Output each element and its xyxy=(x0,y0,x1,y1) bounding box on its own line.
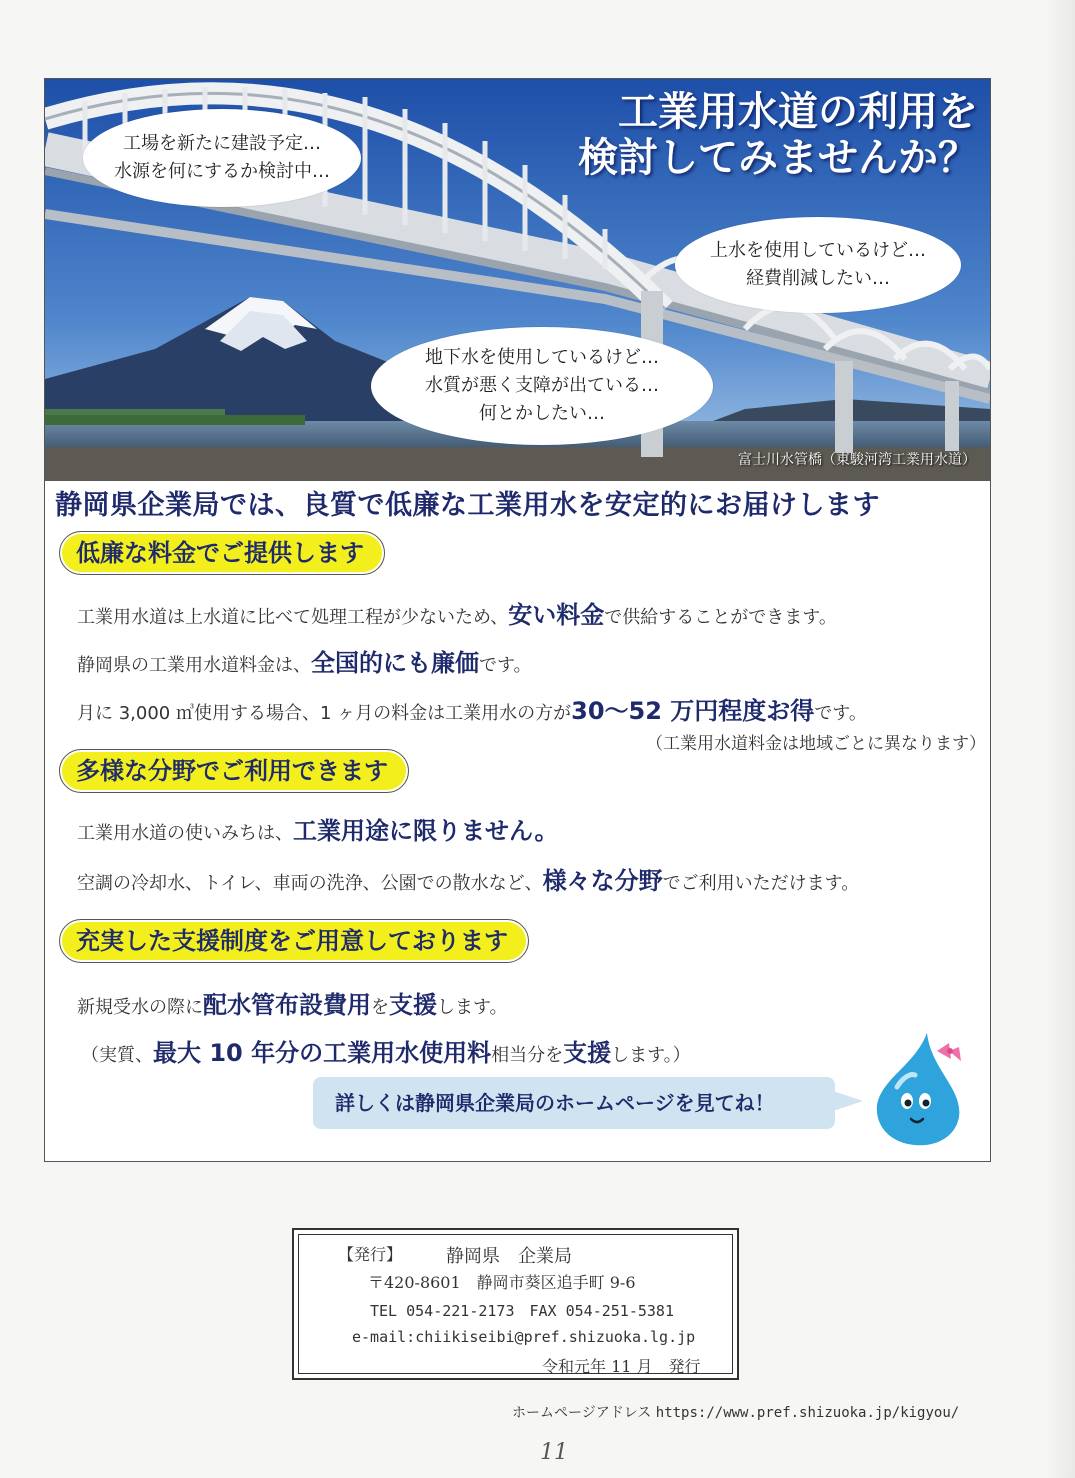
speech-bubble-new-factory xyxy=(83,109,361,207)
page-number: 11 xyxy=(540,1440,568,1465)
hero-title-line2: 検討してみませんか？ xyxy=(578,134,978,181)
section3-line1: 新規受水の際に配水管布設費用を支援します。 xyxy=(77,991,508,1019)
water-drop-mascot-icon xyxy=(867,1029,967,1149)
flyer-frame xyxy=(44,78,991,1162)
publisher-org: 静岡県 企業局 xyxy=(446,1246,572,1267)
speech-bubble-groundwater xyxy=(371,327,713,445)
section-heading-support: 充実した支援制度をご用意しております xyxy=(59,919,529,963)
page-edge-shadow xyxy=(1045,0,1075,1478)
homepage-address xyxy=(512,1402,959,1422)
publisher-box xyxy=(292,1228,739,1380)
section3-line2: （実質、最大 10 年分の工業用水使用料相当分を支援します。） xyxy=(81,1039,691,1067)
homepage-url: https://www.pref.shizuoka.jp/kigyou/ xyxy=(655,1405,960,1421)
section-heading-low-price: 低廉な料金でご提供します xyxy=(59,531,385,575)
publisher-date: 令和元年 11 月 発行 xyxy=(542,1357,701,1376)
hero-title xyxy=(578,89,978,181)
main-headline: 静岡県企業局では、良質で低廉な工業用水を安定的にお届けします xyxy=(55,490,880,521)
publisher-address: 〒420-8601 静岡市葵区追手町 9-6 xyxy=(368,1273,636,1292)
section1-note: （工業用水道料金は地域ごとに異なります） xyxy=(646,734,986,754)
bubble-text: 地下水を使用しているけど… xyxy=(425,347,659,368)
bubble-text: 水源を何にするか検討中… xyxy=(114,161,330,182)
section-heading-various-uses: 多様な分野でご利用できます xyxy=(59,749,409,793)
section2-line2: 空調の冷却水、トイレ、車両の洗浄、公園での散水など、様々な分野でご利用いただけます。 xyxy=(77,867,860,895)
bubble-text: 経費削減したい… xyxy=(746,268,890,289)
publisher-label: 【発行】 xyxy=(338,1245,403,1264)
section2-line1: 工業用水道の使いみちは、工業用途に限りません。 xyxy=(77,817,559,845)
publisher-tel-fax: TEL 054-221-2173 FAX 054-251-5381 xyxy=(370,1302,674,1320)
bubble-text: 工場を新たに建設予定… xyxy=(123,133,321,154)
bubble-text: 何とかしたい… xyxy=(479,403,605,424)
bubble-text: 上水を使用しているけど… xyxy=(710,240,926,261)
section1-line1: 工業用水道は上水道に比べて処理工程が少ないため、安い料金で供給することができます。 xyxy=(77,601,837,629)
photo-caption: 富士川水管橋（東駿河湾工業用水道） xyxy=(738,452,976,468)
publisher-email: e-mail:chiikiseibi@pref.shizuoka.lg.jp xyxy=(352,1328,696,1346)
homepage-label: ホームページアドレス xyxy=(512,1405,652,1421)
speech-bubble-tap-water xyxy=(675,217,961,313)
hero-title-line1: 工業用水道の利用を xyxy=(618,88,978,135)
section1-line2: 静岡県の工業用水道料金は、全国的にも廉価です。 xyxy=(77,649,532,677)
section1-line3: 月に 3,000 ㎥使用する場合、1 ヶ月の料金は工業用水の方が30〜52 万円程度お得です。 xyxy=(77,697,867,725)
bubble-text: 水質が悪く支障が出ている… xyxy=(425,375,659,396)
homepage-callout: 詳しくは静岡県企業局のホームページを見てね！ xyxy=(313,1077,835,1129)
callout-tail xyxy=(833,1091,863,1111)
hero-photo xyxy=(45,79,990,481)
